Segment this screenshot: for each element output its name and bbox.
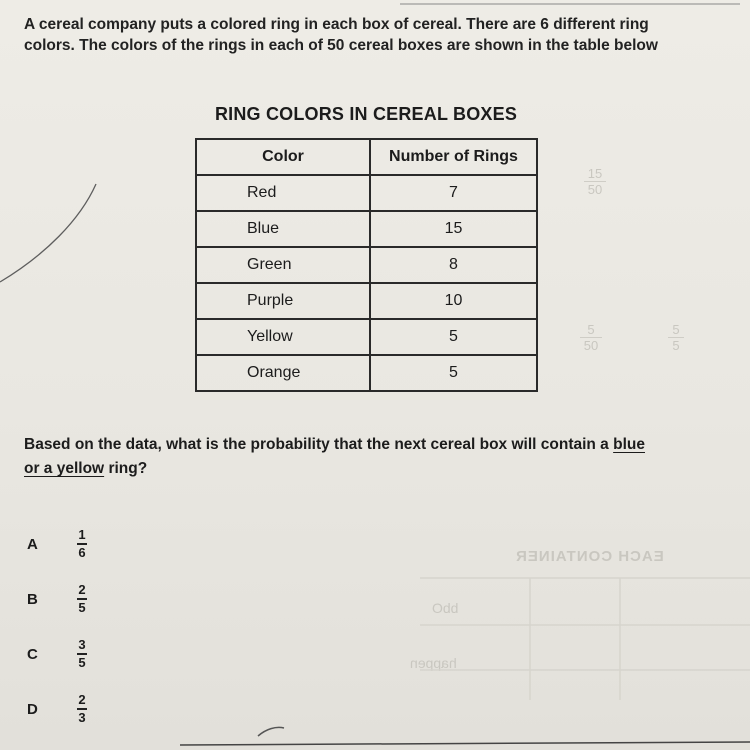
bleed-through-heading: EACH CONTAINER	[515, 548, 664, 565]
bleed-through-word-1: Odd	[432, 600, 459, 616]
answer-choice-a[interactable]	[27, 524, 147, 564]
bleed-through-word-2: happen	[410, 655, 457, 671]
table-header-row	[196, 139, 537, 175]
answer-choice-b[interactable]	[27, 579, 147, 619]
column-header-number-of-rings: Number of Rings	[370, 139, 537, 175]
table-row	[196, 319, 537, 355]
question-underlined-blue: blue	[613, 436, 645, 453]
problem-intro-line-1: A cereal company puts a colored ring in each box of cereal. There are 6 different ring	[24, 16, 649, 33]
cell-count: 7	[370, 175, 537, 211]
table-row	[196, 247, 537, 283]
question-line-1	[24, 433, 748, 457]
problem-intro-line-2: colors. The colors of the rings in each of 50 cereal boxes are shown in the table below	[24, 37, 658, 54]
cell-count: 15	[370, 211, 537, 247]
cell-color: Red	[196, 175, 370, 211]
table-title: RING COLORS IN CEREAL BOXES	[214, 104, 518, 124]
table-row	[196, 283, 537, 319]
table-row	[196, 175, 537, 211]
question-underlined-or-a-yellow: or a yellow	[24, 460, 105, 477]
fraction-denominator: 6	[78, 544, 86, 560]
choice-fraction	[77, 638, 87, 670]
ghost-den: 50	[587, 182, 603, 197]
choice-letter: C	[27, 645, 38, 663]
table-row	[196, 211, 537, 247]
fraction-numerator: 2	[78, 692, 86, 708]
fraction-numerator: 3	[78, 637, 86, 653]
choice-fraction	[77, 528, 87, 560]
table-row	[196, 355, 537, 391]
fraction-denominator: 5	[78, 654, 86, 670]
problem-intro	[24, 14, 744, 56]
question-part-1: Based on the data, what is the probability that the next cereal box will contain a	[24, 436, 609, 453]
question-line-2	[24, 457, 748, 481]
choice-fraction	[77, 693, 87, 725]
fraction-denominator: 5	[78, 599, 86, 615]
cell-color: Yellow	[196, 319, 370, 355]
choice-letter: D	[27, 700, 38, 718]
cell-color: Blue	[196, 211, 370, 247]
choice-letter: A	[27, 535, 38, 553]
ghost-num: 5	[587, 322, 595, 337]
column-header-color: Color	[196, 139, 370, 175]
question-part-2: ring?	[108, 460, 148, 477]
answer-choice-d[interactable]	[27, 689, 147, 729]
question-text	[24, 433, 748, 481]
cell-count: 5	[370, 355, 537, 391]
cell-color: Purple	[196, 283, 370, 319]
fraction-denominator: 3	[78, 709, 86, 725]
ghost-den: 50	[583, 338, 599, 353]
cell-color: Green	[196, 247, 370, 283]
ghost-den: 5	[672, 338, 680, 353]
ghost-num: 15	[587, 166, 603, 181]
cell-count: 8	[370, 247, 537, 283]
ring-colors-table	[195, 138, 538, 392]
cell-count: 5	[370, 319, 537, 355]
cell-color: Orange	[196, 355, 370, 391]
ghost-num: 5	[672, 322, 680, 337]
choice-fraction	[77, 583, 87, 615]
choice-letter: B	[27, 590, 38, 608]
cell-count: 10	[370, 283, 537, 319]
answer-choice-c[interactable]	[27, 634, 147, 674]
fraction-numerator: 2	[78, 582, 86, 598]
fraction-numerator: 1	[78, 527, 86, 543]
